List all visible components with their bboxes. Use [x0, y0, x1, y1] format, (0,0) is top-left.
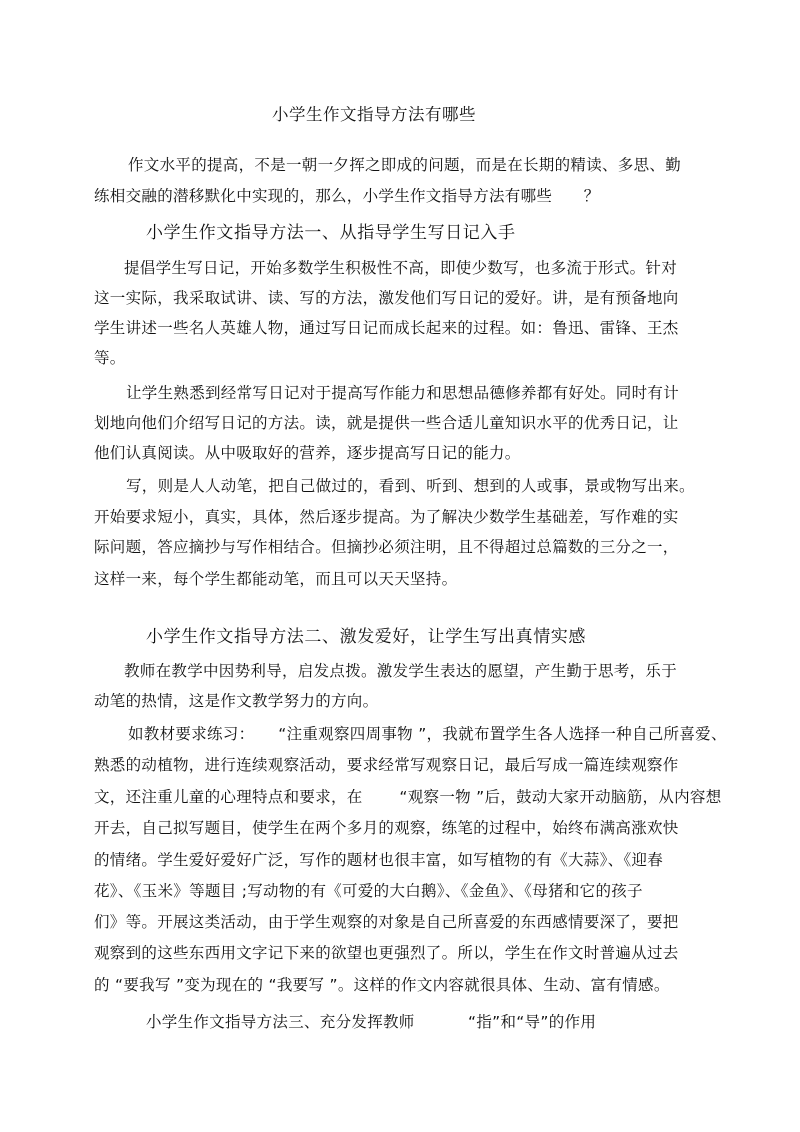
- paragraph-line: 让学生熟悉到经常写日记对于提高写作能力和思想品德修养都有好处。同时有计: [126, 384, 680, 402]
- paragraph-line: 这样一来，每个学生都能动笔，而且可以天天坚持。: [94, 570, 458, 588]
- paragraph-line: 学生讲述一些名人英雄人物，通过写日记而成长起来的过程。如：鲁迅、雷锋、王杰: [94, 319, 679, 337]
- paragraph-line: 教师在教学中因势利导，启发点拨。激发学生表达的愿望，产生勤于思考，乐于: [124, 662, 678, 680]
- paragraph-line: 花》、《玉米》等题目 ;写动物的有《可爱的大白鹅》、《金鱼》、《母猪和它的孩子: [94, 882, 643, 900]
- paragraph-line: 这一实际，我采取试讲、读、写的方法，激发他们写日记的爱好。讲，是有预备地向: [94, 289, 679, 307]
- section-heading: 小学生作文指导方法三、充分发挥教师: [146, 1013, 415, 1031]
- paragraph-line: 观察到的这些东西用文字记下来的欲望也更强烈了。所以，学生在作文时普遍从过去: [94, 944, 679, 962]
- paragraph-line: 如教材要求练习： “注重观察四周事物 ”，我就布置学生各人选择一种自己所喜爱、: [128, 725, 727, 743]
- document-title: 小学生作文指导方法有哪些: [272, 105, 476, 124]
- paragraph-line: 动笔的热情，这是作文教学努力的方向。: [94, 692, 379, 710]
- paragraph-line: 划地向他们介绍写日记的方法。读，就是提供一些合适儿童知识水平的优秀日记，让: [94, 414, 679, 432]
- paragraph-line: 的情绪。学生爱好爱好广泛，写作的题材也很丰富，如写植物的有《大蒜》、《迎春: [94, 851, 664, 869]
- section-heading: 小学生作文指导方法一、从指导学生写日记入手: [146, 223, 516, 243]
- paragraph-line: 的 “要我写 ”变为现在的 “我要写 ”。这样的作文内容就很具体、生动、富有情感。: [94, 976, 670, 994]
- paragraph-line: 等。: [94, 349, 126, 367]
- section-heading-quote: “指”和“导”的作用: [468, 1013, 597, 1031]
- paragraph-line: 熟悉的动植物，进行连续观察活动，要求经常写观察日记，最后写成一篇连续观察作: [94, 756, 679, 774]
- paragraph-line: 开去，自己拟写题目，使学生在两个多月的观察，练笔的过程中，始终布满高涨欢快: [94, 819, 679, 837]
- paragraph-line: 开始要求短小，真实，具体，然后逐步提高。为了解决少数学生基础差，写作难的实: [94, 508, 679, 526]
- paragraph-line: 他们认真阅读。从中吸取好的营养，逐步提高写日记的能力。: [94, 444, 521, 462]
- paragraph-line: 写，则是人人动笔，把自己做过的，看到、听到、想到的人或事，景或物写出来。: [126, 477, 695, 495]
- paragraph-line: 们》等。开展这类活动，由于学生观察的对象是自己所喜爱的东西感情要深了，要把: [94, 913, 679, 931]
- section-heading: 小学生作文指导方法二、激发爱好，让学生写出真情实感: [146, 627, 586, 647]
- paragraph-line: 文，还注重儿童的心理特点和要求，在 “观察一物 ”后，鼓动大家开动脑筋，从内容想: [94, 788, 722, 806]
- intro-line: 练相交融的潜移默化中实现的，那么，小学生作文指导方法有哪些 ？: [94, 187, 600, 205]
- paragraph-line: 际问题，答应摘抄与写作相结合。但摘抄必须注明，且不得超过总篇数的三分之一，: [94, 538, 679, 556]
- intro-line: 作文水平的提高，不是一朝一夕挥之即成的问题，而是在长期的精读、多思、勤: [128, 156, 682, 174]
- paragraph-line: 提倡学生写日记，开始多数学生积极性不高，即使少数写，也多流于形式。针对: [124, 259, 678, 277]
